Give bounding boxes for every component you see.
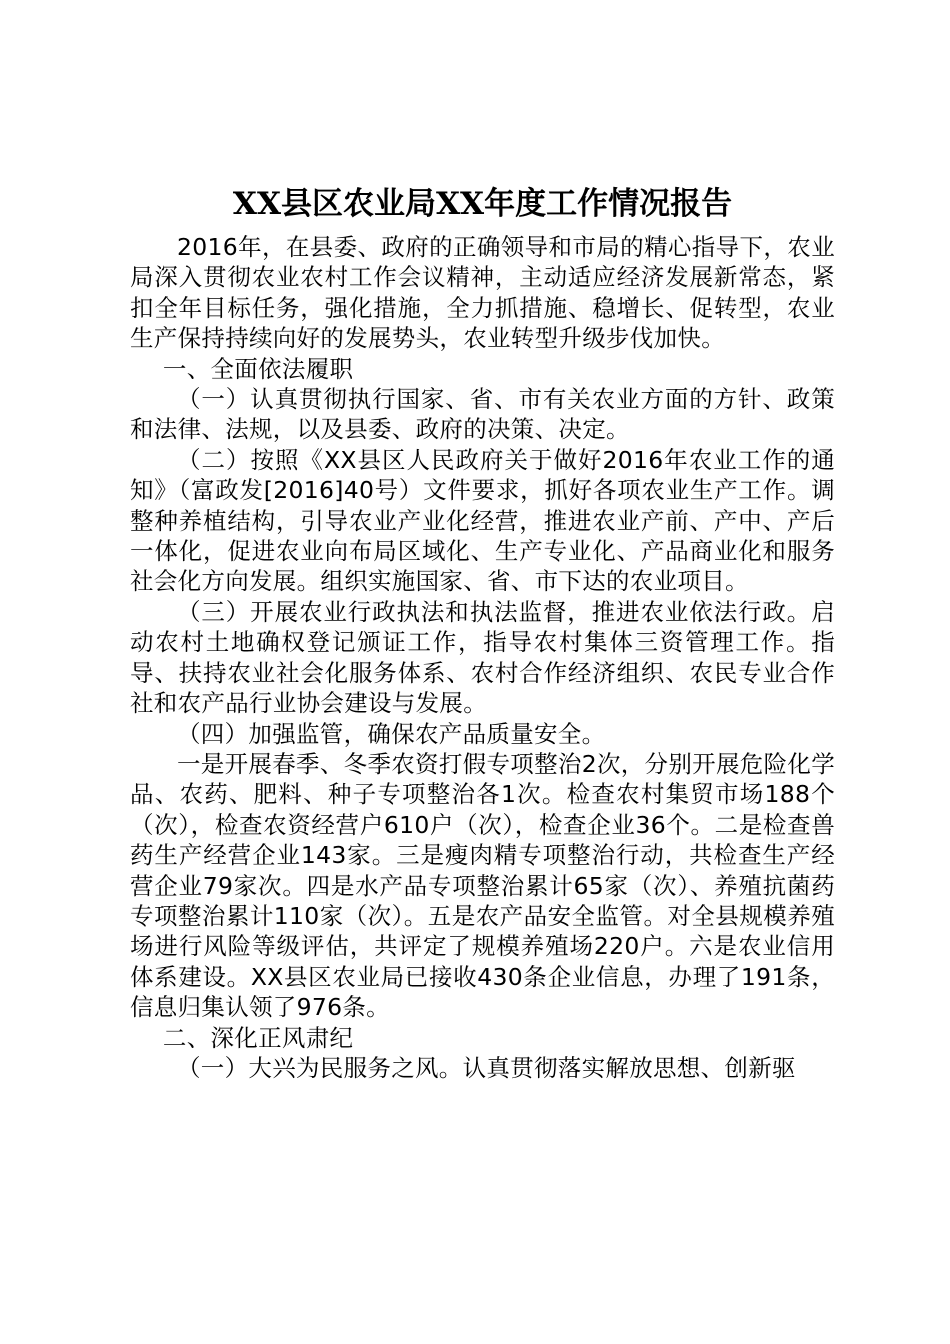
paragraph-item-4: （四）加强监管，确保农产品质量安全。 <box>177 719 606 748</box>
paragraph-item-5: （一）大兴为民服务之风。认真贯彻落实解放思想、创新驱 <box>177 1053 796 1082</box>
paragraph-item-1: （一）认真贯彻执行国家、省、市有关农业方面的方针、政策和法律、法规，以及县委、政府的决策、决定。 <box>130 385 835 444</box>
document-title: XX县区农业局XX年度工作情况报告 <box>232 186 733 222</box>
supervision-details-paragraph: 一是开展春季、冬季农资打假专项整治2次，分别开展危险化学品、农药、肥料、种子专项整治各1次。检查农村集贸市场188个（次），检查农资经营户610户（次），检查企业36个。二是检查兽药生产经营企业143家。三是瘦肉精专项整治行动，共检查生产经营企业79家次。四是水产品专项整治累计65家（次）、养殖抗菌药专项整治累计110家（次）。五是农产品安全监管。对全县规模养殖场进行风险等级评估，共评定了规模养殖场220户。六是农业信用体系建设。XX县区农业局已接收430条企业信息，办理了191条，信息归集认领了976条。 <box>130 749 835 1022</box>
document-page <box>130 178 835 1083</box>
intro-paragraph: 2016年，在县委、政府的正确领导和市局的精心指导下，农业局深入贯彻农业农村工作会议精神，主动适应经济发展新常态，紧扣全年目标任务，强化措施，全力抓措施、稳增长、促转型，农业生产保持持续向好的发展势头，农业转型升级步伐加快。 <box>130 233 835 353</box>
paragraph-item-2: （二）按照《XX县区人民政府关于做好2016年农业工作的通知》（富政发[2016]40号）文件要求，抓好各项农业生产工作。调整种养植结构，引导农业产业化经营，推进农业产前、产中、产后一体化，促进农业向布局区域化、生产专业化、产品商业化和服务社会化方向发展。组织实施国家、省、市下达的农业项目。 <box>130 445 835 596</box>
paragraph-item-3: （三）开展农业行政执法和执法监督，推进农业依法行政。启动农村土地确权登记颁证工作，指导农村集体三资管理工作。指导、扶持农业社会化服务体系、农村合作经济组织、农民专业合作社和农产品行业协会建设与发展。 <box>130 597 835 718</box>
section-heading-1: 一、全面依法履职 <box>162 354 354 383</box>
section-heading-2: 二、深化正风肃纪 <box>162 1023 354 1052</box>
